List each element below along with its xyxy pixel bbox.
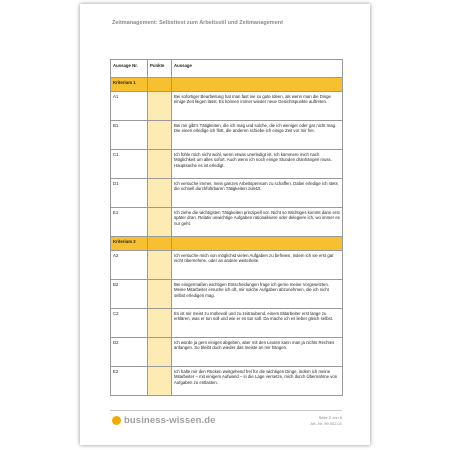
table-row <box>111 208 343 237</box>
header-aussage: Aussage <box>172 60 343 78</box>
criterion-row <box>111 78 343 92</box>
logo-dot-icon <box>112 416 121 425</box>
logo-text: business-wissen.de <box>124 415 216 426</box>
criterion-label: Kriterium 2 <box>111 237 148 251</box>
statement-nr: B1 <box>111 121 148 150</box>
statement-text: Ich halte mir den Rücken weitgehend frei für die wichtigen Dinge, indem ich meine Mitarbeiter – mit einigem Aufwand – in die Lage versetze, mich durch Übernahme von Aufgaben zu entlasten. <box>172 367 343 396</box>
header-punkte: Punkte <box>148 60 172 78</box>
score-cell[interactable] <box>148 251 172 280</box>
score-cell[interactable] <box>148 179 172 208</box>
statement-text: Es ist mir meist zu mühevoll und zu zeitraubend, einem Mitarbeiter erst lange zu erklären, was er tun soll und wie er es tun soll. Da mache ich es lieber gleich selbst. <box>172 309 343 338</box>
statement-text: Ich würde ja gern einiges abgeben, aber mit den Leuten kann man ja nichts Rechtes anfangen. So bleibt doch wieder das meiste an mir hängen. <box>172 338 343 367</box>
table-row <box>111 338 343 367</box>
statement-nr: B2 <box>111 280 148 309</box>
statement-text: Ich versuche mich von möglichst vielen Aufgaben zu befreien, indem ich sie erst gar nicht übernehme, oder an andere weiterleite. <box>172 251 343 280</box>
statement-nr: C2 <box>111 309 148 338</box>
statement-nr: E2 <box>111 367 148 396</box>
footer-logo <box>112 415 216 426</box>
table-row <box>111 251 343 280</box>
score-cell[interactable] <box>148 367 172 396</box>
table-row <box>111 280 343 309</box>
score-cell[interactable] <box>148 208 172 237</box>
table-row <box>111 309 343 338</box>
statement-nr: A1 <box>111 92 148 121</box>
table-row <box>111 150 343 179</box>
table-row <box>111 92 343 121</box>
table-row <box>111 367 343 396</box>
statement-text: Bei sofortiger Bearbeitung hat man fast nie so gute Ideen, als wenn man die Dinge einige Zeit liegen lässt. Es können immer wieder neue Gesichtspunkte auftreten. <box>172 92 343 121</box>
page-info <box>310 415 342 426</box>
statement-text: Ich ziehe die wichtigsten Tätigkeiten prinzipiell vor. Nicht so Wichtiges kommt dann erst später dran. Relativ unwichtige Aufgaben rationalisiere oder delegiere ich, wo immer es nur geht. <box>172 208 343 237</box>
statement-text: Bei einigermaßen wichtigen Entscheidungen frage ich gerne meine Vorgesetzten. Meine Mitarbeiter ersuche ich oft, mir solche Aufgaben abzunehmen, die ich nicht selbst erledigen mag. <box>172 280 343 309</box>
score-cell[interactable] <box>148 121 172 150</box>
document-page <box>80 4 370 445</box>
criterion-row <box>111 237 343 251</box>
score-cell[interactable] <box>148 92 172 121</box>
page-number: Seite 2 von 6 <box>318 415 342 420</box>
criterion-label: Kriterium 1 <box>111 78 148 92</box>
document-title: Zeitmanagement: Selbsttest zum Arbeitsstil und Zeitmanagement <box>112 20 283 26</box>
score-cell[interactable] <box>148 150 172 179</box>
statement-text: Ich fühle mich nicht wohl, wenn etwas unerledigt ist. Ich kümmere mich nach Möglichkeit um alles sofort. Auch wenn ich noch einige Stunden dranhängen muss. Hauptsache es ist erledigt. <box>172 150 343 179</box>
score-cell[interactable] <box>148 280 172 309</box>
table-row <box>111 121 343 150</box>
score-cell[interactable] <box>148 338 172 367</box>
criterion-spacer <box>172 237 343 251</box>
table-header-row <box>111 60 343 78</box>
statement-text: Ich versuche immer, mein ganzes Arbeitspensum zu schaffen. Dabei erledige ich stets die schnell durchführbaren Tätigkeiten zuletzt. <box>172 179 343 208</box>
criterion-spacer <box>172 78 343 92</box>
criterion-spacer <box>148 237 172 251</box>
statement-nr: A2 <box>111 251 148 280</box>
self-test-table <box>110 59 343 396</box>
score-cell[interactable] <box>148 309 172 338</box>
statement-text: Bei mir gibt's Tätigkeiten, die ich mag und solche, die ich weniger oder gar nicht mag. Die einen erledige ich flott, die anderen schiebe ich einige Zeit vor mir her. <box>172 121 343 150</box>
criterion-spacer <box>148 78 172 92</box>
article-number: Art.-Nr. 99.002.01 <box>310 420 342 426</box>
statement-nr: D2 <box>111 338 148 367</box>
statement-nr: C1 <box>111 150 148 179</box>
table-row <box>111 179 343 208</box>
footer-divider <box>110 410 342 411</box>
header-nr: Aussage Nr. <box>111 60 148 78</box>
statement-nr: E1 <box>111 208 148 237</box>
statement-nr: D1 <box>111 179 148 208</box>
